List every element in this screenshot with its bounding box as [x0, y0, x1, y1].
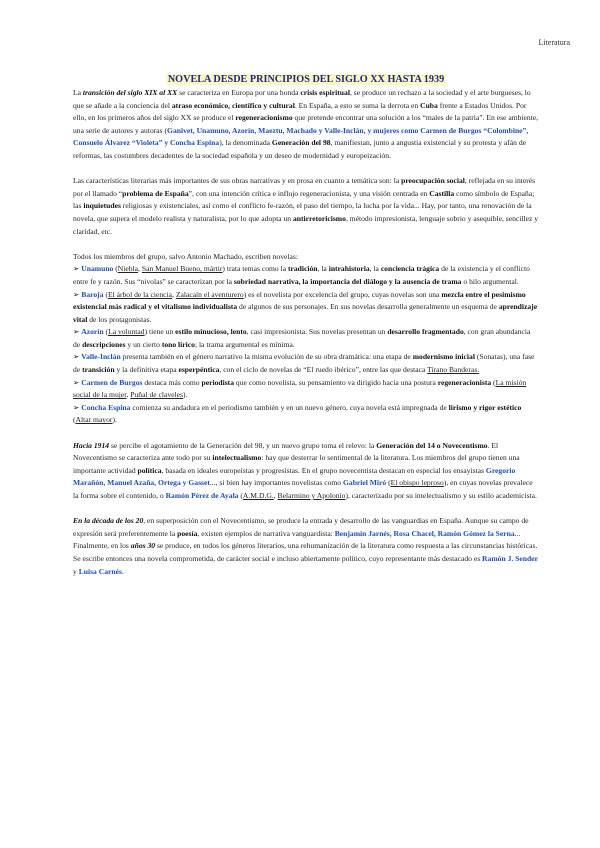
text: destaca más como [142, 377, 202, 387]
text: . El Novecentismo se caracteriza ante todo por su [73, 440, 499, 463]
text: de algunos de sus personajes. En sus novelas desarrolla generalmente un esquema de [237, 302, 499, 312]
text: ( [103, 327, 109, 337]
text: crisis espiritual [300, 88, 350, 97]
text: ; la trama argumental es mínima. [194, 339, 295, 349]
text: , [273, 491, 278, 500]
text: Cuba [420, 100, 438, 110]
text: , manifiestan, junto a angustia existencial y su protesta y afán de reformas, las costumbres decadentes de la sociedad española y un deseo de modernidad y europeización. [73, 138, 527, 160]
text: transición del siglo XIX al XX [82, 88, 178, 97]
text: como símbolo de España; las [73, 188, 535, 211]
text: , con gran abundancia de [73, 327, 531, 349]
text: regeneracionismo [235, 113, 293, 123]
text: se caracteriza en Europa por una honda [177, 88, 301, 97]
work-title: Tirano Banderas. [427, 365, 480, 375]
text: , reflejada en su interés por el llamado “ [73, 176, 536, 198]
text: y un cierto [125, 339, 162, 349]
text: intelectualismo [212, 453, 262, 463]
text: ..., si bien hay importantes novelistas como [209, 478, 343, 488]
paragraph-characteristics [73, 175, 539, 238]
paragraph-novecentismo [73, 440, 539, 503]
author-name: Valle-Inclán [81, 352, 121, 362]
text: , con el ciclo de novelas de “El ruedo ibérico”, entre las que destaca [219, 365, 428, 375]
list-item-valle-inclan [73, 351, 539, 376]
work-title: Niebla [117, 264, 139, 274]
text: , existen ejemplos de narrativa vanguardista: [197, 528, 335, 538]
text: y [73, 566, 79, 576]
text: Generación del 98 [271, 138, 331, 148]
text: transición [82, 365, 115, 375]
text: , basada en ideales europeístas y progresistas. En el grupo novecentista destacan en especial los ensayistas [161, 465, 486, 475]
text: ) tiene un [144, 327, 176, 337]
text: , se produce un rechazo a la sociedad y el arte burgueses, lo que se añade a la conciencia del [73, 88, 531, 110]
text: religiosas y existenciales, así como el conflicto fe-razón, el paso del tiempo, la lucha por la vida... Hay, por tanto, una renovación de la novela, que supera el modelo realista y naturalista, por lo que adopta un [73, 201, 532, 223]
text: periodista [201, 377, 234, 387]
text: se percibe el agotamiento de la Generación del 98, y un nuevo grupo toma el relevo: la [109, 440, 377, 450]
author-name: Luisa Carnés [78, 566, 122, 576]
author-name: Gabriel Miró [342, 478, 387, 488]
text: . En España, a esto se suma la derrota en [294, 100, 421, 110]
text: y la definitiva etapa [114, 365, 179, 375]
text: , la [369, 264, 381, 274]
text: problema de España [122, 188, 189, 198]
text: ) es el novelista por excelencia del grupo, cuyas novelas son una [243, 289, 442, 299]
text: ( [491, 377, 496, 387]
list-item-carmen-de-burgos [73, 377, 539, 402]
text: regeneracionista [437, 377, 492, 387]
author-names: Benjamín Jarnés, Rosa Chacel, Ramón Gómez la Serna [334, 528, 515, 538]
document-body [73, 74, 539, 578]
work-title: Puñal de claveles [130, 390, 183, 400]
author-name: Unamuno [81, 264, 114, 274]
arrow-icon: ➢ [73, 264, 80, 274]
text: poesía [177, 528, 198, 538]
text: años 30 [130, 541, 156, 551]
text: presenta también en el género narrativo la misma evolución de su obra dramática: una etapa de [120, 352, 413, 362]
author-name: Baroja [81, 289, 104, 299]
document-title [73, 74, 539, 86]
text: lirismo y rigor estético [448, 402, 522, 412]
text: sobriedad narrativa, la importancia del diálogo y la ausencia de trama [233, 276, 462, 286]
text: ). [182, 390, 188, 400]
text: que como novelista, su pensamiento va dirigido hacia una postura [234, 377, 438, 387]
text: ( [113, 264, 118, 274]
text: de la existencia y el conflicto entre fe y razón. Sus “nivolas” se caracterizan por la [73, 264, 530, 286]
paragraph-intro [73, 87, 539, 163]
work-title: San Manuel Bueno, mártir [141, 264, 223, 274]
work-title: El obispo leproso [390, 478, 444, 488]
text: desarrollo fragmentado [387, 327, 464, 337]
arrow-icon: ➢ [73, 352, 80, 362]
text: de los protagonistas. [87, 314, 152, 324]
text: estilo minucioso, lento [175, 327, 247, 337]
text: En la década de los 20 [73, 516, 144, 526]
author-names: Gregorio Marañón, Manuel Azaña, Ortega y Gasset [73, 465, 516, 488]
novelists-intro: Todos los miembros del grupo, salvo Antonio Machado, escriben novelas: [73, 251, 298, 261]
text: ( [238, 491, 243, 500]
author-names: Ganivet, Unamuno, Azorín, Maeztu, Machado y Valle-Inclán, y mujeres como Carmen de Burgos “Colombine”, Consuelo Álvarez “Violeta” y Concha Espina [73, 125, 529, 148]
arrow-icon: ➢ [73, 402, 80, 412]
author-name: Ramón Pérez de Ayala [165, 491, 239, 500]
work-title: El árbol de la ciencia [107, 289, 173, 299]
page-header: Literatura [538, 38, 570, 47]
text: conciencia trágica [380, 264, 440, 274]
text: que pretende encontrar una solución a los “males de la patria”. En ese ambiente, una serie de autores y autoras ( [73, 113, 539, 135]
author-name: Concha Espina [81, 402, 131, 412]
text: , casi impresionista. Sus novelas presentan un [246, 327, 388, 337]
text: , [172, 289, 176, 299]
title-text: NOVELA DESDE PRINCIPIOS DEL SIGLO XX HASTA 1939 [167, 74, 445, 85]
text: . [121, 566, 124, 576]
text: , método impresionista, lenguaje sobrio y asequible, sencillez y claridad, etc. [73, 213, 539, 236]
text: : hay que desterrar lo sentimental de la literatura. Los miembros del grupo tienen una importante actividad [73, 453, 520, 475]
author-name: Carmen de Burgos [81, 377, 143, 387]
text: ”, con una intención crítica e influjo regeneracionista, y una visión centrada en [188, 188, 430, 198]
text: , [138, 264, 142, 274]
text: Generación del 14 o Novecentismo [376, 440, 488, 450]
text: descripciones [82, 339, 126, 349]
text: , en superposición con el Novecentismo, se produce la entrada y desarrollo de las vanguardias en España. Aunque su campo de expresión será preferentemente la [73, 516, 529, 538]
text: Castilla [429, 188, 455, 198]
text: tradición [287, 264, 318, 274]
list-item-unamuno [73, 263, 539, 288]
text: preocupación social [401, 176, 465, 186]
text: antirretoricismo [292, 213, 346, 223]
text: , la [317, 264, 329, 274]
text: tono lírico [161, 339, 195, 349]
paragraph-vanguardias [73, 515, 539, 578]
text: ). [112, 415, 117, 425]
list-item-baroja [73, 289, 539, 327]
work-title: La misión social de la mujer [73, 377, 527, 400]
work-title: Belarmino y Apolonio [277, 491, 346, 500]
text: Las características literarias más importantes de sus obras narrativas y en prosa en cuanto a temática son: la [73, 176, 402, 186]
text: ( [386, 478, 391, 488]
author-name: Ramón J. Sender [482, 553, 538, 563]
author-name: Azorín [81, 327, 104, 337]
text: intrahistoria [328, 264, 370, 274]
text: ), en cuyas novelas prevalece la forma sobre el contenido, o [73, 478, 533, 500]
list-item-concha-espina [73, 402, 539, 427]
text: frente a Estados Unidos. Por ello, en los primeros años del siglo XX se produce el [73, 100, 527, 123]
text: o hilo argumental. [461, 276, 519, 286]
text: ( [73, 415, 76, 425]
arrow-icon: ➢ [73, 327, 80, 337]
text: modernismo inicial [412, 352, 475, 362]
text: se produce, en todos los géneros literarios, una rehumanización de la literatura como respuesta a las circunstancias históricas. Se escribe entonces una novela comprometida, de carácter social e incluso abiertamente político, cuyo representante más destacado es [73, 541, 538, 563]
text: La [73, 88, 83, 97]
text: , [126, 390, 131, 400]
text: atraso económico, científico y cultural [171, 100, 295, 110]
work-title: Altar mayor [75, 415, 113, 425]
arrow-icon: ➢ [73, 377, 80, 387]
list-item-azorin [73, 326, 539, 351]
text: ... Finalmente, en los [73, 528, 521, 551]
work-title: A.M.D.G. [242, 491, 274, 500]
text: ) trata temas como la [222, 264, 288, 274]
arrow-icon: ➢ [73, 289, 80, 299]
text: comienza su andadura en el periodismo también y en un nuevo género, cuya novela está impregnada de [130, 402, 449, 412]
text: aprendizaje vital [73, 302, 538, 324]
text: ( [103, 289, 108, 299]
text: inquietudes [83, 201, 121, 211]
text: mezcla entre el pesimismo existencial más radical y el vitalismo individualista [73, 289, 526, 312]
text: ), caracterizado por su intelectualismo y su estilo academicista. [345, 491, 537, 500]
text: ), la denominada [219, 138, 272, 148]
text: esperpéntica [178, 365, 220, 375]
work-title: La voluntad [108, 327, 145, 337]
work-title: Zalacaín el aventurero [175, 289, 244, 299]
text: (Sonatas), una fase de [73, 352, 535, 375]
text: Hacia 1914 [73, 440, 110, 450]
text: política [137, 465, 162, 475]
